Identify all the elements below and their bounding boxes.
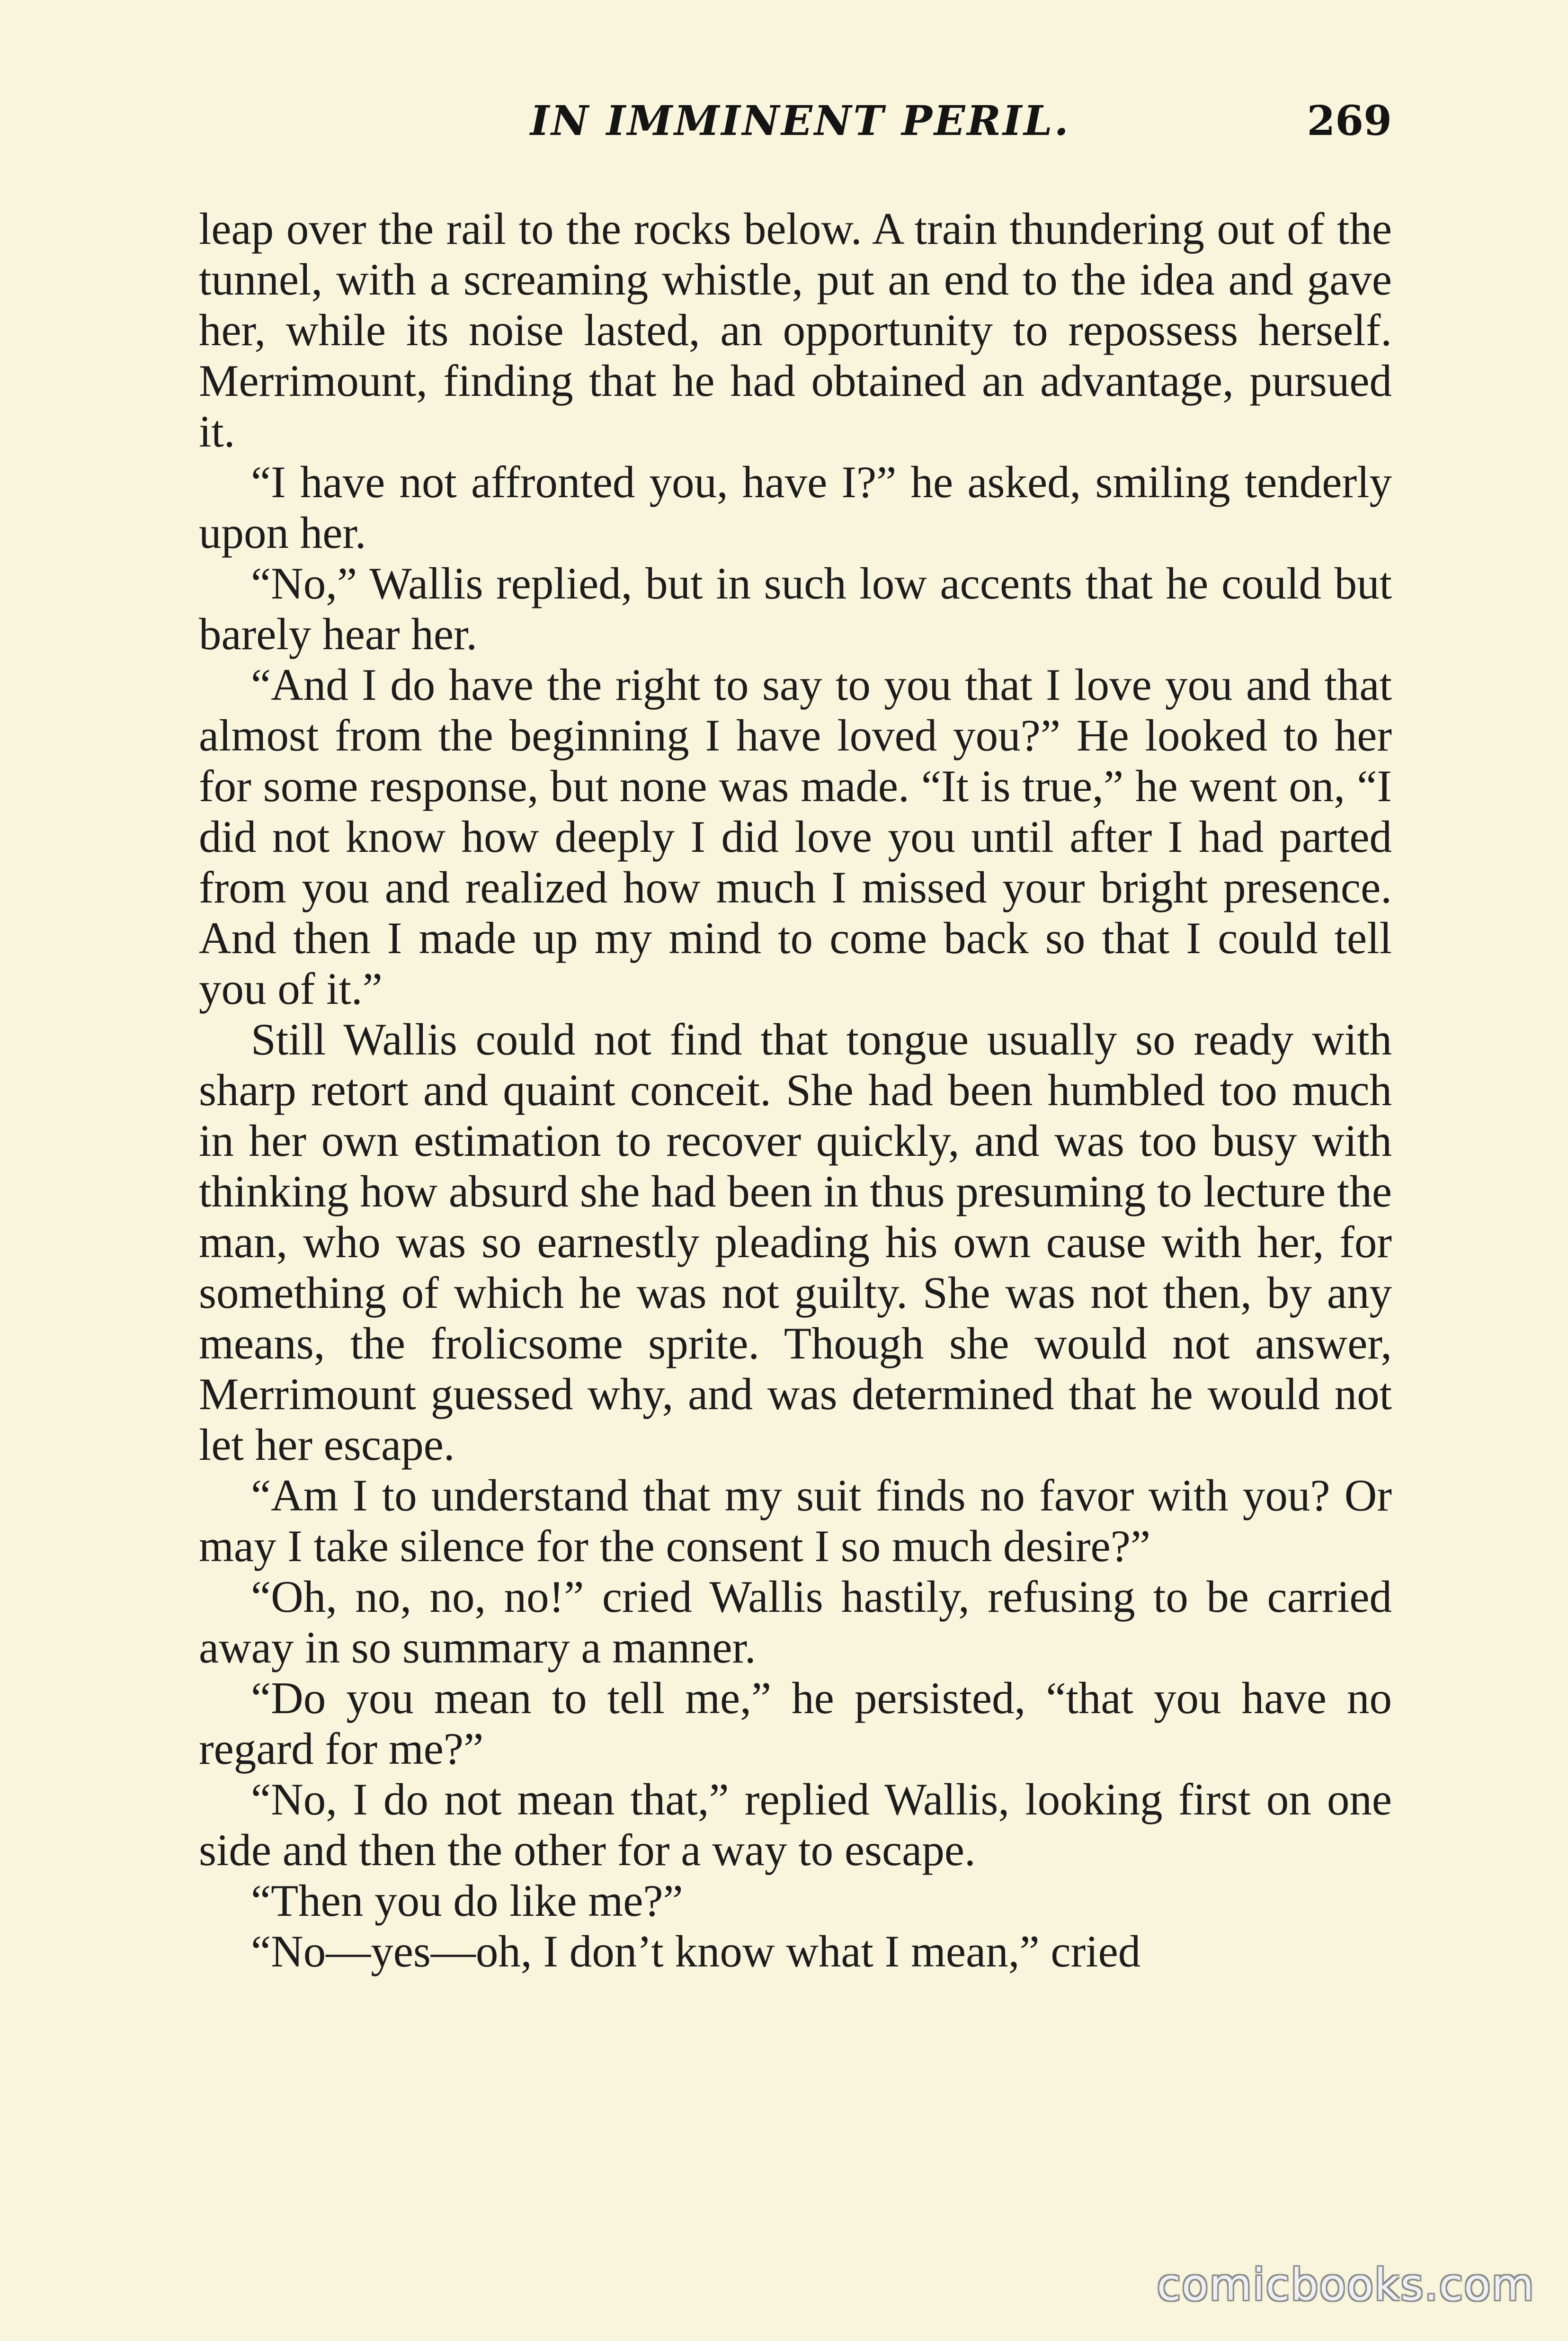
body-text bbox=[199, 204, 1392, 1977]
paragraph: “And I do have the right to say to you that I love you and that almost from the beginning I have loved you?” He looked to her for some response, but none was made. “It is true,” he went on, “I did not know how deeply I did love you until after I had parted from you and realized how much I missed your bright presence. And then I made up my mind to come back so that I could tell you of it.” bbox=[199, 660, 1392, 1014]
paragraph: leap over the rail to the rocks below. A train thundering out of the tunnel, with a screaming whistle, put an end to the idea and gave her, while its noise lasted, an opportunity to repossess herself. Merrimount, finding that he had obtained an advantage, pursued it. bbox=[199, 204, 1392, 456]
watermark: comicbooks.com bbox=[1157, 2260, 1535, 2310]
running-head: IN IMMINENT PERIL. bbox=[530, 97, 1070, 145]
page-number: 269 bbox=[1307, 97, 1392, 145]
paragraph: “No, I do not mean that,” replied Wallis, looking first on one side and then the other for a way to escape. bbox=[199, 1774, 1392, 1875]
paragraph: “Do you mean to tell me,” he persisted, “that you have no regard for me?” bbox=[199, 1673, 1392, 1774]
paragraph: “Oh, no, no, no!” cried Wallis hastily, refusing to be carried away in so summary a manner. bbox=[199, 1572, 1392, 1672]
paragraph: “I have not affronted you, have I?” he asked, smiling tenderly upon her. bbox=[199, 457, 1392, 558]
paragraph: “No,” Wallis replied, but in such low accents that he could but barely hear her. bbox=[199, 558, 1392, 659]
paragraph: “Then you do like me?” bbox=[251, 1876, 683, 1926]
paragraph: Still Wallis could not find that tongue usually so ready with sharp retort and quaint conceit. She had been humbled too much in her own estimation to recover quickly, and was too busy with thinking how absurd she had been in thus presuming to lecture the man, who was so earnestly pleading his own cause with her, for something of which he was not guilty. She was not then, by any means, the frolicsome sprite. Though she would not answer, Merrimount guessed why, and was determined that he would not let her escape. bbox=[199, 1014, 1392, 1470]
page-header bbox=[199, 97, 1392, 159]
paragraph: “Am I to understand that my suit finds no favor with you? Or may I take silence for the consent I so much desire?” bbox=[199, 1470, 1392, 1571]
paragraph: “No—yes—oh, I don’t know what I mean,” cried bbox=[251, 1926, 1141, 1976]
